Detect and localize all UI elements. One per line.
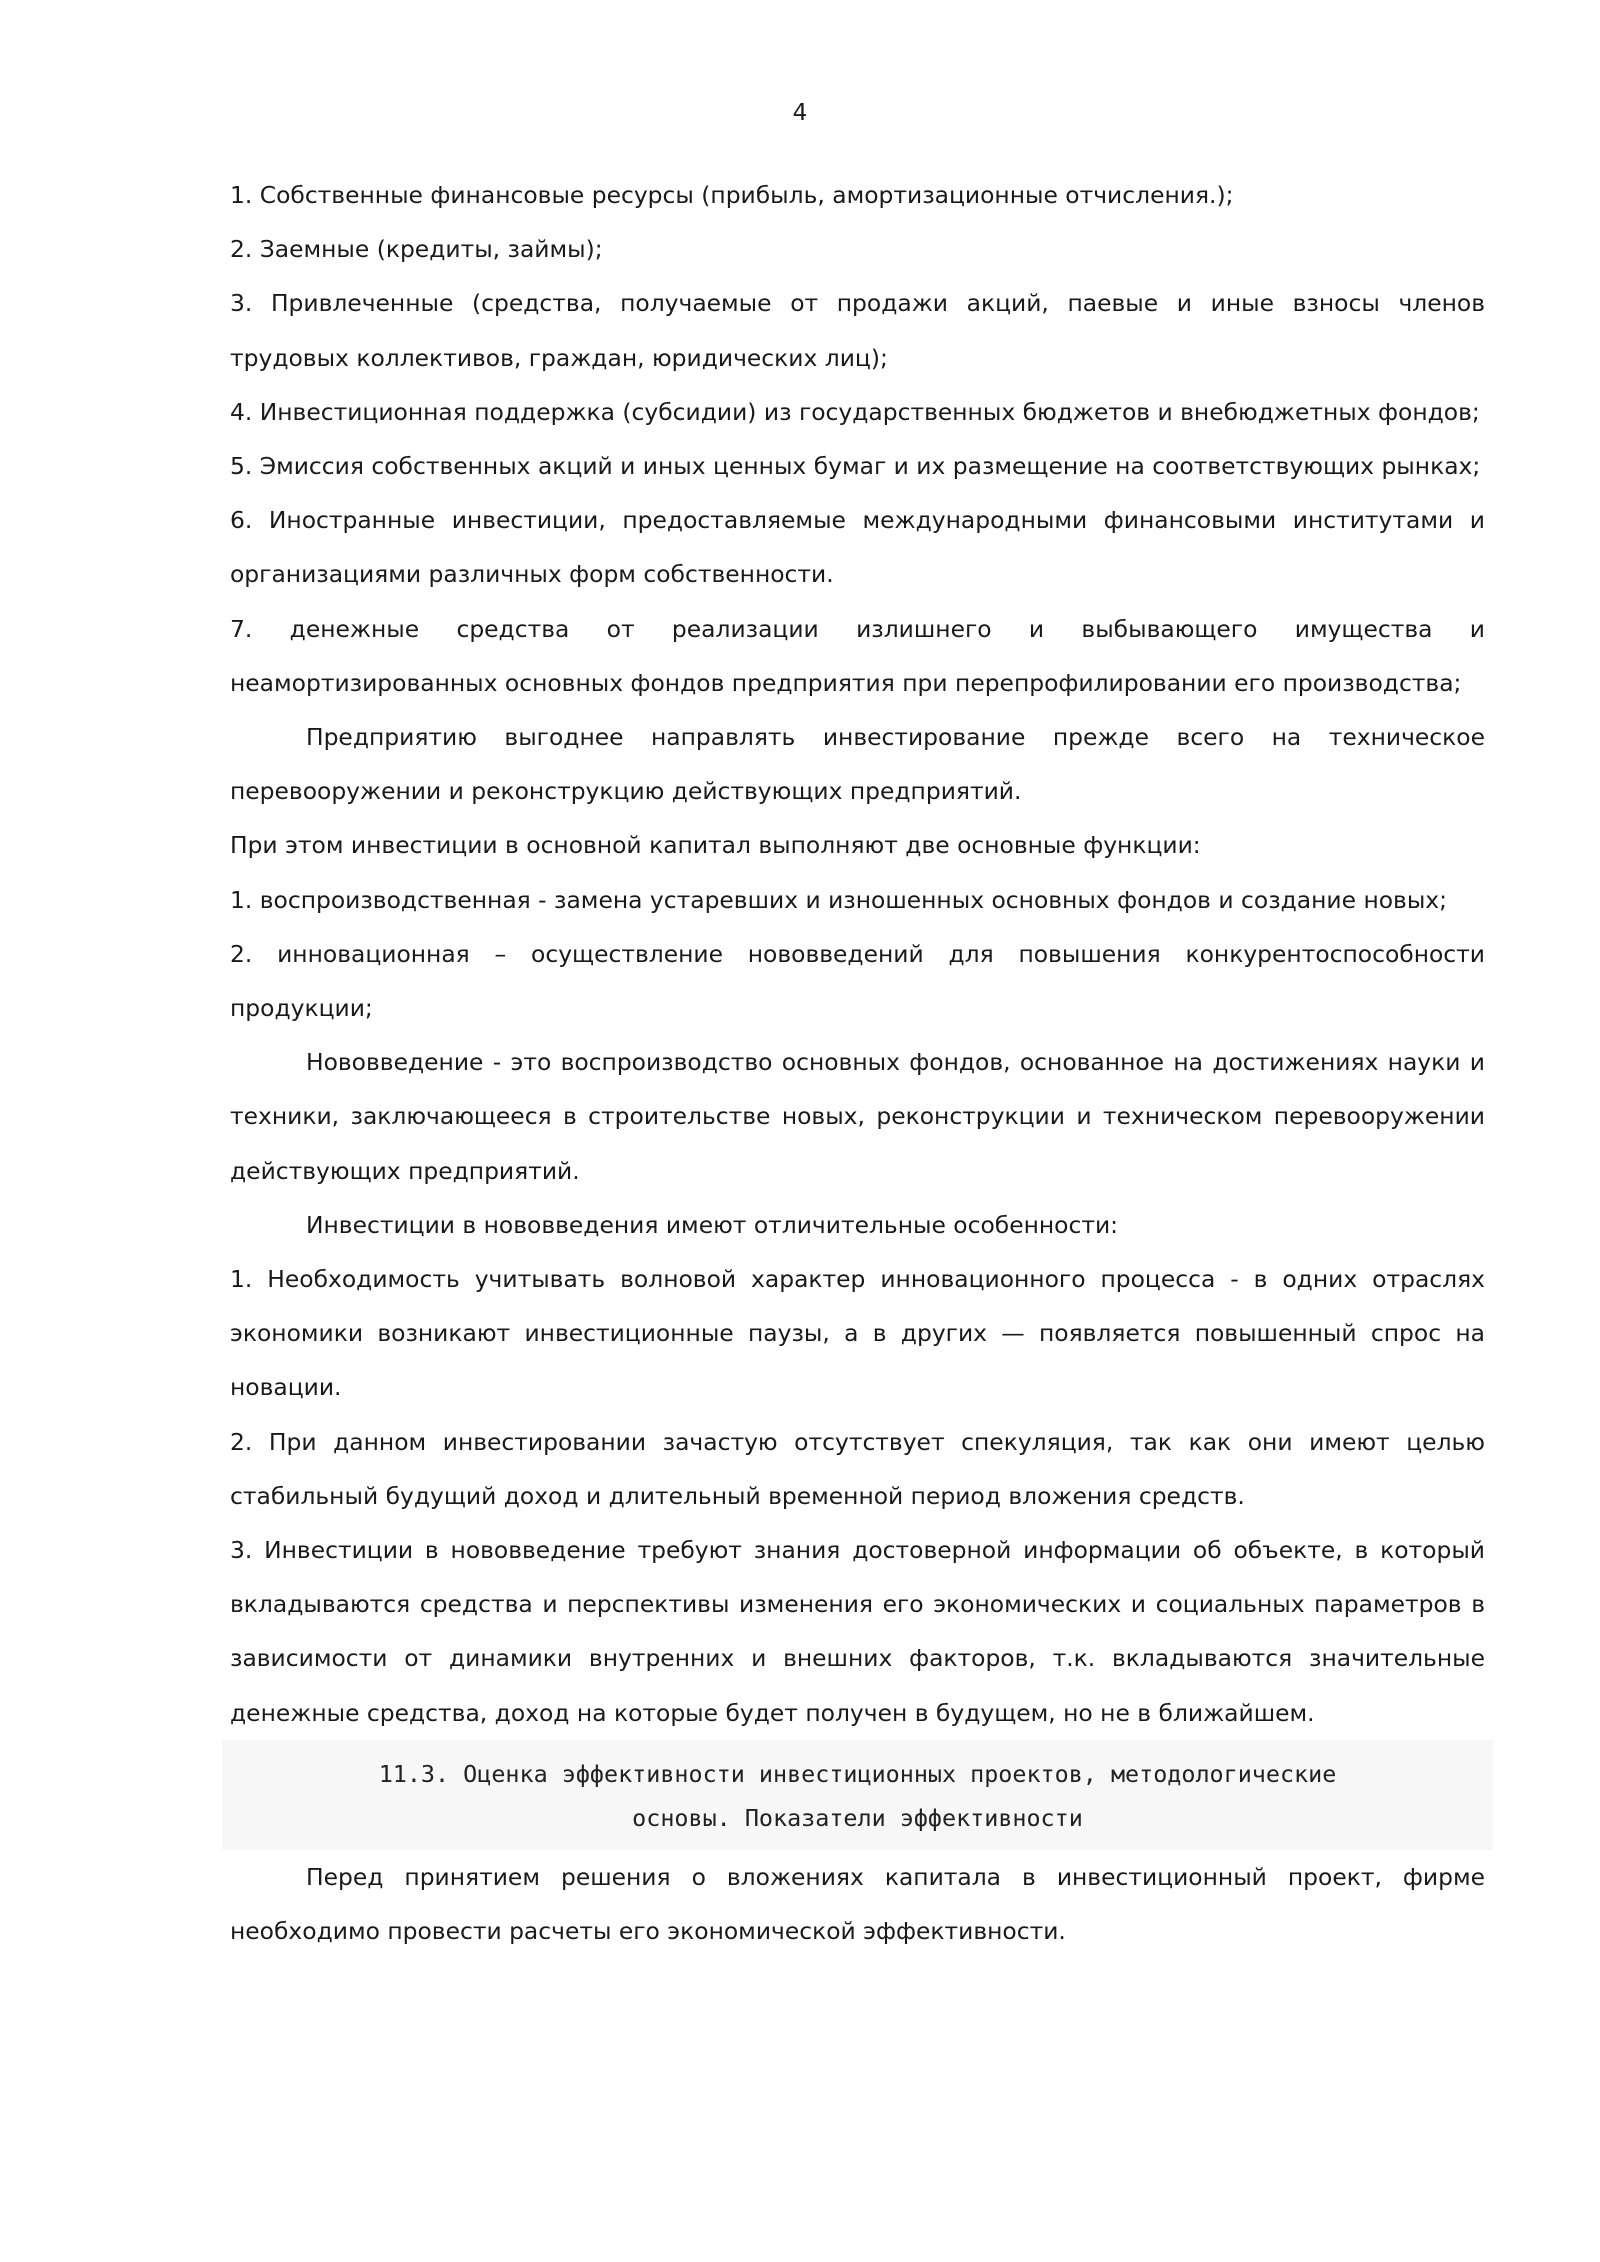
paragraph-feature-wave: 1. Необходимость учитывать волновой характер инновационного процесса - в одних отраслях экономики возникают инвестиционные паузы, а в других — появляется повышенный спрос на новации. <box>230 1265 1485 1402</box>
paragraph-feature-no-speculation: 2. При данном инвестировании зачастую отсутствует спекуляция, так как они имеют целью стабильный будущий доход и длительный временной период вложения средств. <box>230 1427 1485 1510</box>
paragraph-efficiency-calculation: Перед принятием решения о вложениях капитала в инвестиционный проект, фирме необходимо провести расчеты его экономической эффективности. <box>230 1862 1485 1946</box>
section-heading-line-2: основы. Показатели эффективности <box>632 1803 1083 1832</box>
paragraph-investment-support: 4. Инвестиционная поддержка (субсидии) из государственных бюджетов и внебюджетных фондов; <box>230 397 1480 426</box>
paragraph-reequipment: Предприятию выгоднее направлять инвестирование прежде всего на техническое перевооружении и реконструкцию действующих предприятий. <box>230 723 1485 806</box>
paragraph-innovation-function: 2. инновационная – осуществление нововведений для повышения конкурентоспособности продукции; <box>230 939 1485 1023</box>
paragraph-own-resources: 1. Собственные финансовые ресурсы (прибыль, амортизационные отчисления.); <box>230 181 1234 209</box>
paragraph-reproduction-function: 1. воспроизводственная - замена устаревших и изношенных основных фондов и создание новых; <box>230 885 1448 914</box>
page-body <box>230 168 1485 1958</box>
paragraph-innovation-definition: Нововведение - это воспроизводство основных фондов, основанное на достижениях науки и техники, заключающееся в строительстве новых, реконструкции и техническом перевооружении действующих предприятий. <box>230 1048 1485 1185</box>
paragraph-cash-from-assets: 7. денежные средства от реализации излишнего и выбывающего имущества и неамортизированных основных фондов предприятия при перепрофилировании его производства; <box>230 614 1485 697</box>
paragraph-innovation-features: Инвестиции в нововведения имеют отличительные особенности: <box>306 1210 1119 1239</box>
paragraph-share-emission: 5. Эмиссия собственных акций и иных ценных бумаг и их размещение на соответствующих рынках; <box>230 452 1481 481</box>
paragraph-borrowed: 2. Заемные (кредиты, займы); <box>230 235 603 264</box>
section-heading <box>222 1740 1493 1850</box>
section-heading-line-1: 11.3. Оценка эффективности инвестиционных проектов, методологические <box>378 1759 1337 1788</box>
paragraph-foreign-investment: 6. Иностранные инвестиции, предоставляемые международными финансовыми институтами и организациями различных форм собственности. <box>230 506 1485 589</box>
paragraph-feature-information: 3. Инвестиции в нововведение требуют знания достоверной информации об объекте, в который вкладываются средства и перспективы изменения его экономических и социальных параметров в зависимости от динамики внутренних и внешних факторов, т.к. вкладываются значительные денежные средства, доход на которые будет получен в будущем, но не в ближайшем. <box>230 1536 1485 1727</box>
paragraph-two-functions: При этом инвестиции в основной капитал выполняют две основные функции: <box>230 831 1201 860</box>
page-number: 4 <box>792 100 808 126</box>
paragraph-attracted: 3. Привлеченные (средства, получаемые от продажи акций, паевые и иные взносы членов трудовых коллективов, граждан, юридических лиц); <box>230 289 1485 372</box>
